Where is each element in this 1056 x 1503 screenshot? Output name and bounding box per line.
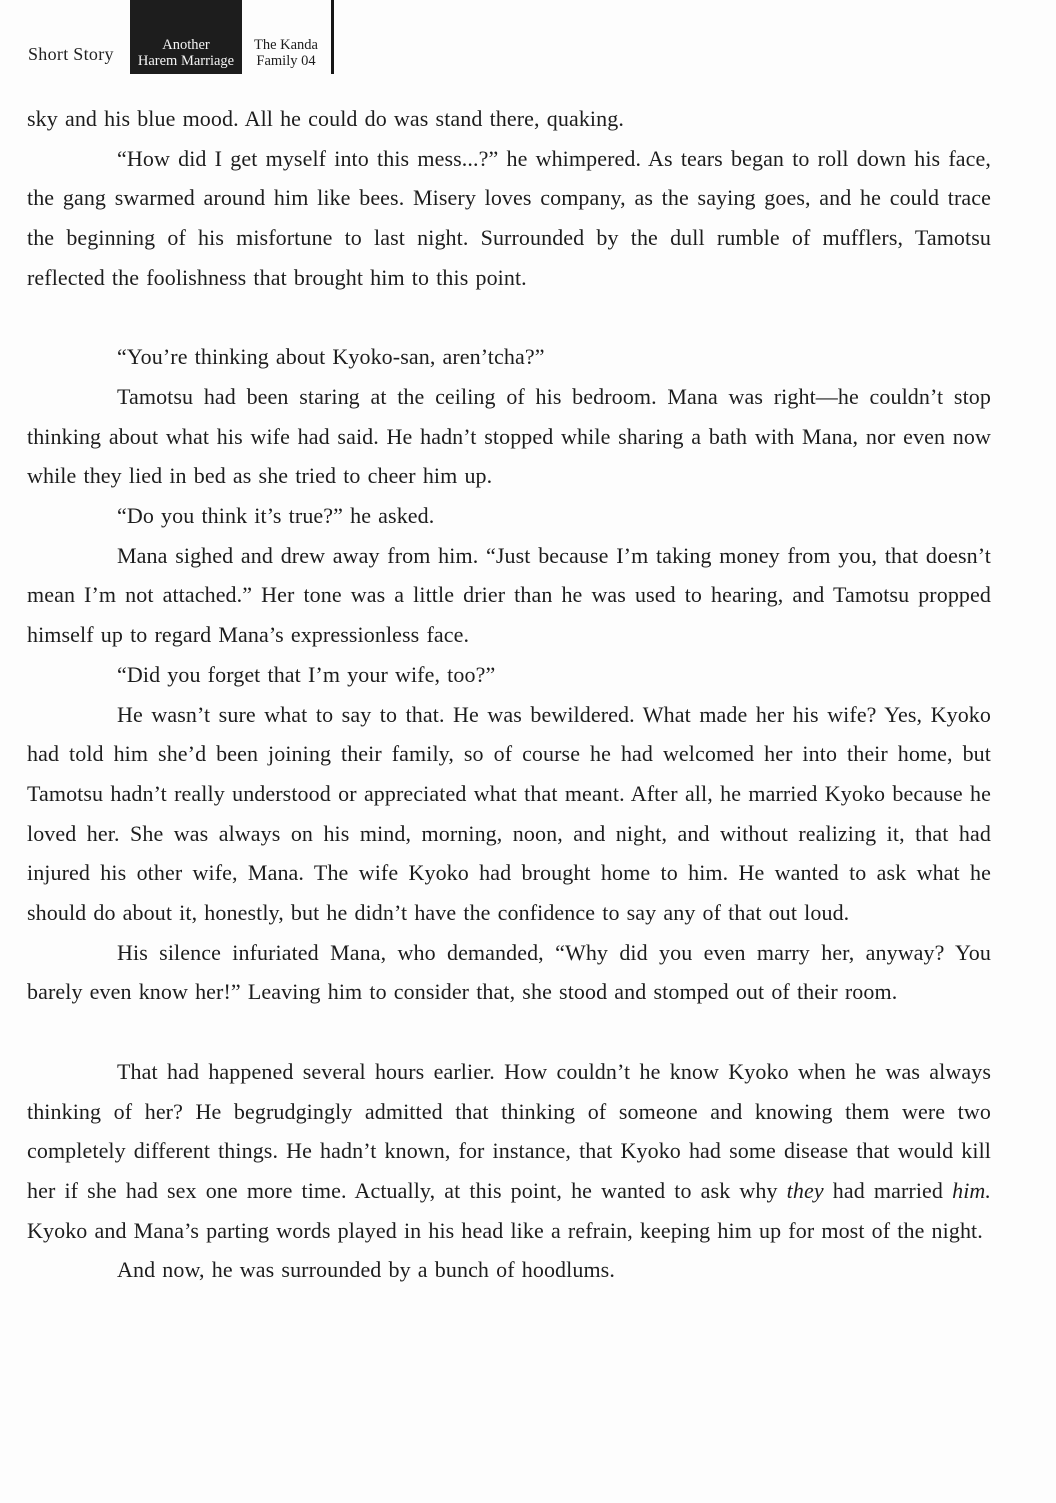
text-run: His silence infuriated Mana, who demanded, “Why did you even marry her, anyway? You barely even know her!” Leaving him to consider that, she stood and stomped out of their room.: [27, 939, 991, 1005]
text-run: Mana sighed and drew away from him. “Just because I’m taking money from you, that doesn’t mean I’m not attached.” Her tone was a little drier than he was used to hearing, and Tamotsu propped himself up to regard Mana’s expressionless face.: [27, 542, 991, 648]
text-run: “How did I get myself into this mess...?” he whimpered. As tears began to roll down his face, the gang swarmed around him like bees. Misery loves company, as the saying goes, and he could trace the beginning of his misfortune to last night. Surrounded by the dull rumble of mufflers, Tamotsu reflected the foolishness that brought him to this point.: [27, 145, 991, 290]
page-header: [0, 0, 1056, 74]
volume-label-line2: Family 04: [256, 53, 316, 69]
text-run: “You’re thinking about Kyoko-san, aren’tcha?”: [117, 344, 545, 370]
story-body: [27, 99, 991, 1290]
header-divider-rule: [331, 0, 334, 74]
story-paragraph: [27, 1250, 991, 1290]
text-run: And now, he was surrounded by a bunch of hoodlums.: [117, 1257, 615, 1283]
story-paragraph: [27, 655, 991, 695]
story-paragraph: [27, 1052, 991, 1251]
text-run: “Do you think it’s true?” he asked.: [117, 503, 435, 529]
story-paragraph: [27, 139, 991, 298]
text-run: sky and his blue mood. All he could do was stand there, quaking.: [27, 106, 624, 131]
story-paragraph: [27, 99, 991, 139]
series-title-line2: Harem Marriage: [137, 53, 235, 69]
story-paragraph: [27, 933, 991, 1012]
volume-label-line1: The Kanda: [253, 37, 318, 53]
text-run: Tamotsu had been staring at the ceiling of his bedroom. Mana was right—he couldn’t stop thinking about what his wife had said. He hadn’t stopped while sharing a bath with Mana, nor even now while they lied in bed as she tried to cheer him up.: [27, 383, 991, 489]
text-run: That had happened several hours earlier. How couldn’t he know Kyoko when he was always thinking of her? He begrudgingly admitted that thinking of someone and knowing them were two completely different things. He hadn’t known, for instance, that Kyoko had some disease that would kill her if she had sex one more time. Actually, at this point, he wanted to ask why: [27, 1058, 991, 1203]
series-title-line1: Another: [162, 37, 210, 53]
volume-label: [242, 0, 330, 74]
series-title-badge: [130, 0, 242, 74]
story-paragraph: [27, 536, 991, 655]
section-label: Short Story: [28, 44, 114, 64]
italic-text-run: him.: [952, 1177, 991, 1203]
text-run: “Did you forget that I’m your wife, too?”: [117, 661, 496, 687]
italic-text-run: they: [786, 1177, 824, 1203]
story-paragraph: [27, 695, 991, 933]
story-paragraph: [27, 377, 991, 496]
story-paragraph: [27, 337, 991, 377]
text-run: Kyoko and Mana’s parting words played in his head like a refrain, keeping him up for most of the night.: [27, 1217, 983, 1243]
story-paragraph: [27, 496, 991, 536]
text-run: He wasn’t sure what to say to that. He was bewildered. What made her his wife? Yes, Kyoko had told him she’d been joining their family, so of course he had welcomed her into their home, but Tamotsu hadn’t really understood or appreciated what that meant. After all, he married Kyoko because he loved her. She was always on his mind, morning, noon, and night, and without realizing it, that had injured his other wife, Mana. The wife Kyoko had brought home to him. He wanted to ask what he should do about it, honestly, but he didn’t have the confidence to say any of that out loud.: [27, 701, 991, 926]
text-run: had married: [823, 1177, 953, 1203]
